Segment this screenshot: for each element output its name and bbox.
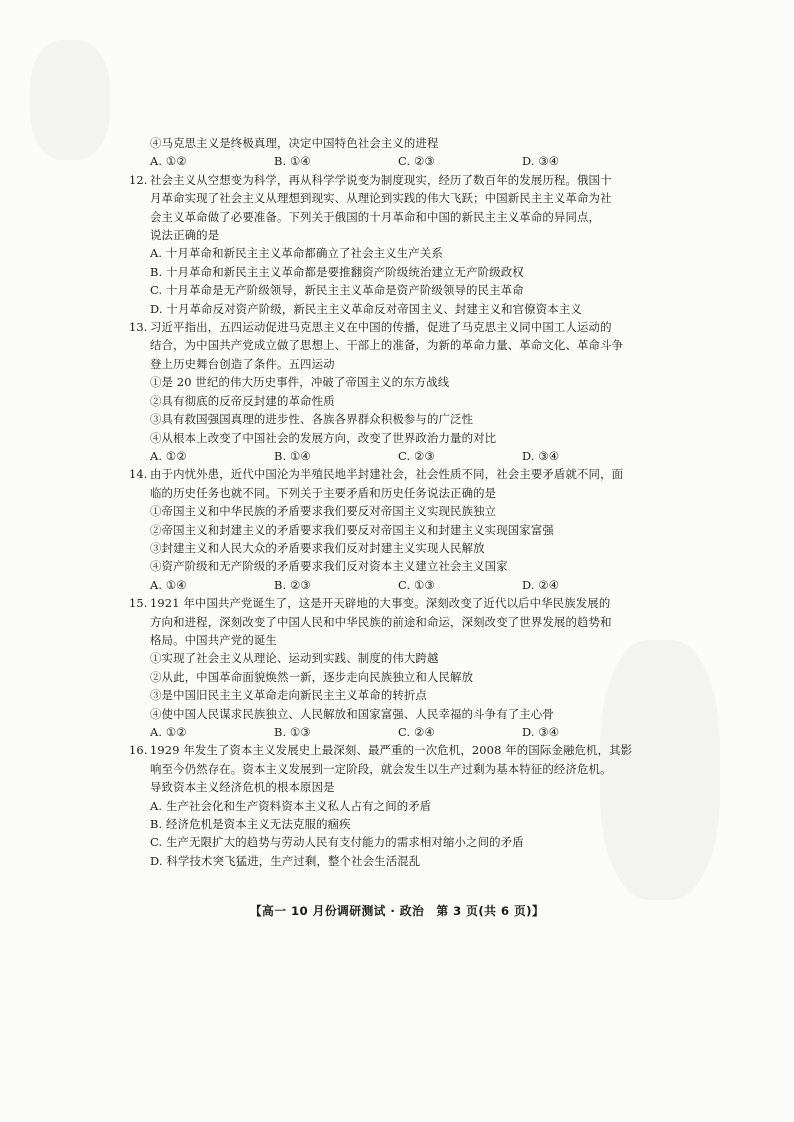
- choice-d: D. 十月革命反对资产阶级，新民主主义革命反对帝国主义、封建主义和官僚资本主义: [150, 301, 582, 316]
- choice-a: A. 生产社会化和生产资料资本主义私人占有之间的矛盾: [150, 798, 432, 813]
- option-c: C. ②④: [398, 725, 435, 739]
- question-13: [129, 318, 680, 465]
- option-a: A. ①②: [150, 725, 187, 739]
- option-a: A. ①④: [150, 577, 187, 592]
- question-line: 会主义革命做了必要准备。下列关于俄国的十月革命和中国的新民主主义革命的异同点，: [150, 209, 601, 224]
- question-line: 格局。中国共产党的诞生: [150, 632, 277, 647]
- choice-a: A. 十月革命和新民主主义革命都确立了社会主义生产关系: [150, 246, 443, 261]
- question-stem-text: 1929 年发生了资本主义发展史上最深刻、最严重的一次危机，2008 年的国际金融危机，其影: [150, 743, 633, 758]
- option-d: D. ③④: [522, 448, 560, 463]
- question-list: [129, 134, 680, 870]
- choice-c: C. 十月革命是无产阶级领导，新民主主义革命是资产阶级领导的民主革命: [150, 283, 524, 298]
- question-stem-line: [129, 594, 680, 612]
- question-line: 登上历史舞台创造了条件。五四运动: [150, 356, 335, 371]
- statement-3: ③封建主义和人民大众的矛盾要求我们反对封建主义实现人民解放: [150, 540, 485, 555]
- question-number: 12.: [129, 172, 148, 187]
- statement-1: ①帝国主义和中华民族的矛盾要求我们要反对帝国主义实现民族独立: [150, 504, 497, 519]
- question-number: 14.: [129, 467, 148, 482]
- statement-2: ②具有彻底的反帝反封建的革命性质: [150, 393, 335, 408]
- question-line: 导致资本主义经济危机的根本原因是: [150, 780, 335, 795]
- option-b: B. ①④: [274, 448, 311, 463]
- option-b: B. ②③: [274, 577, 311, 592]
- question-stem-text: 1921 年中国共产党诞生了，这是开天辟地的大事变。深刻改变了近代以后中华民族发展的: [150, 596, 611, 611]
- question-stem-line: [129, 465, 680, 483]
- question-number: 16.: [129, 743, 148, 758]
- statement-1: ①实现了社会主义从理论、运动到实践、制度的伟大跨越: [150, 651, 439, 666]
- question-line: 方向和进程，深刻改变了中国人民和中华民族的前途和命运，深刻改变了世界发展的趋势和: [150, 614, 612, 629]
- question-line: 响至今仍然存在。资本主义发展到一定阶段，就会发生以生产过剩为基本特征的经济危机。: [150, 761, 612, 776]
- choice-d: D. 科学技术突飞猛进，生产过剩，整个社会生活混乱: [150, 853, 421, 868]
- question-line: 月革命实现了社会主义从理想到现实、从理论到实践的伟大飞跃；中国新民主主义革命为社: [150, 191, 612, 206]
- question-15: [129, 594, 680, 741]
- option-d: D. ③④: [522, 725, 560, 739]
- option-a: A. ①②: [150, 154, 187, 169]
- question-stem-line: [129, 741, 680, 759]
- question-16: [129, 741, 680, 870]
- question-number: 15.: [129, 596, 148, 611]
- question-stem-text: 社会主义从空想变为科学，再从科学学说变为制度现实，经历了数百年的发展历程。俄国十: [150, 172, 612, 187]
- option-b: B. ①④: [274, 154, 311, 169]
- question-line: 说法正确的是: [150, 228, 220, 243]
- option-d: D. ②④: [522, 577, 560, 592]
- question-stem-text: 由于内忧外患，近代中国沦为半殖民地半封建社会，社会性质不同，社会主要矛盾就不同，面: [150, 467, 624, 482]
- choice-b: B. 经济危机是资本主义无法克服的痼疾: [150, 817, 351, 832]
- answer-options: [150, 723, 680, 741]
- choice-b: B. 十月革命和新民主主义革命都是要推翻资产阶级统治建立无产阶级政权: [150, 264, 524, 279]
- question-11-continued: [150, 134, 680, 171]
- question-number: 13.: [129, 320, 148, 335]
- question-line: ④马克思主义是终极真理，决定中国特色社会主义的进程: [150, 136, 439, 150]
- statement-2: ②帝国主义和封建主义的矛盾要求我们要反对帝国主义和封建主义实现国家富强: [150, 522, 554, 537]
- page-footer: 【高一 10 月份调研测试 · 政治 第 3 页(共 6 页)】: [249, 904, 545, 918]
- option-b: B. ①③: [274, 725, 311, 739]
- question-line: 结合，为中国共产党成立做了思想上、干部上的准备，为新的革命力量、革命文化、革命斗争: [150, 338, 624, 353]
- statement-2: ②从此，中国革命面貌焕然一新，逐步走向民族独立和人民解放: [150, 669, 474, 684]
- option-a: A. ①②: [150, 448, 187, 463]
- option-c: C. ①③: [398, 577, 435, 592]
- option-c: C. ②③: [398, 448, 435, 463]
- question-stem-line: [129, 171, 680, 189]
- option-d: D. ③④: [522, 154, 560, 169]
- statement-4: ④从根本上改变了中国社会的发展方向，改变了世界政治力量的对比: [150, 430, 497, 445]
- statement-1: ①是 20 世纪的伟大历史事件，冲破了帝国主义的东方战线: [150, 375, 450, 390]
- question-line: 临的历史任务也就不同。下列关于主要矛盾和历史任务说法正确的是: [150, 485, 497, 500]
- question-12: [129, 171, 680, 318]
- answer-options: [150, 447, 680, 465]
- statement-3: ③具有救国强国真理的进步性、各族各界群众积极参与的广泛性: [150, 412, 474, 427]
- answer-options: [150, 576, 680, 594]
- question-14: [129, 465, 680, 594]
- statement-4: ④资产阶级和无产阶级的矛盾要求我们反对资本主义建立社会主义国家: [150, 559, 508, 574]
- statement-3: ③是中国旧民主主义革命走向新民主主义革命的转折点: [150, 688, 427, 703]
- option-c: C. ②③: [398, 154, 435, 169]
- statement-4: ④使中国人民谋求民族独立、人民解放和国家富强、人民幸福的斗争有了主心骨: [150, 706, 554, 721]
- answer-options: [150, 152, 680, 170]
- question-stem-text: 习近平指出，五四运动促进马克思主义在中国的传播，促进了马克思主义同中国工人运动的: [150, 320, 612, 335]
- choice-c: C. 生产无限扩大的趋势与劳动人民有支付能力的需求相对缩小之间的矛盾: [150, 835, 524, 850]
- question-stem-line: [129, 318, 680, 336]
- scan-shadow: [30, 40, 110, 160]
